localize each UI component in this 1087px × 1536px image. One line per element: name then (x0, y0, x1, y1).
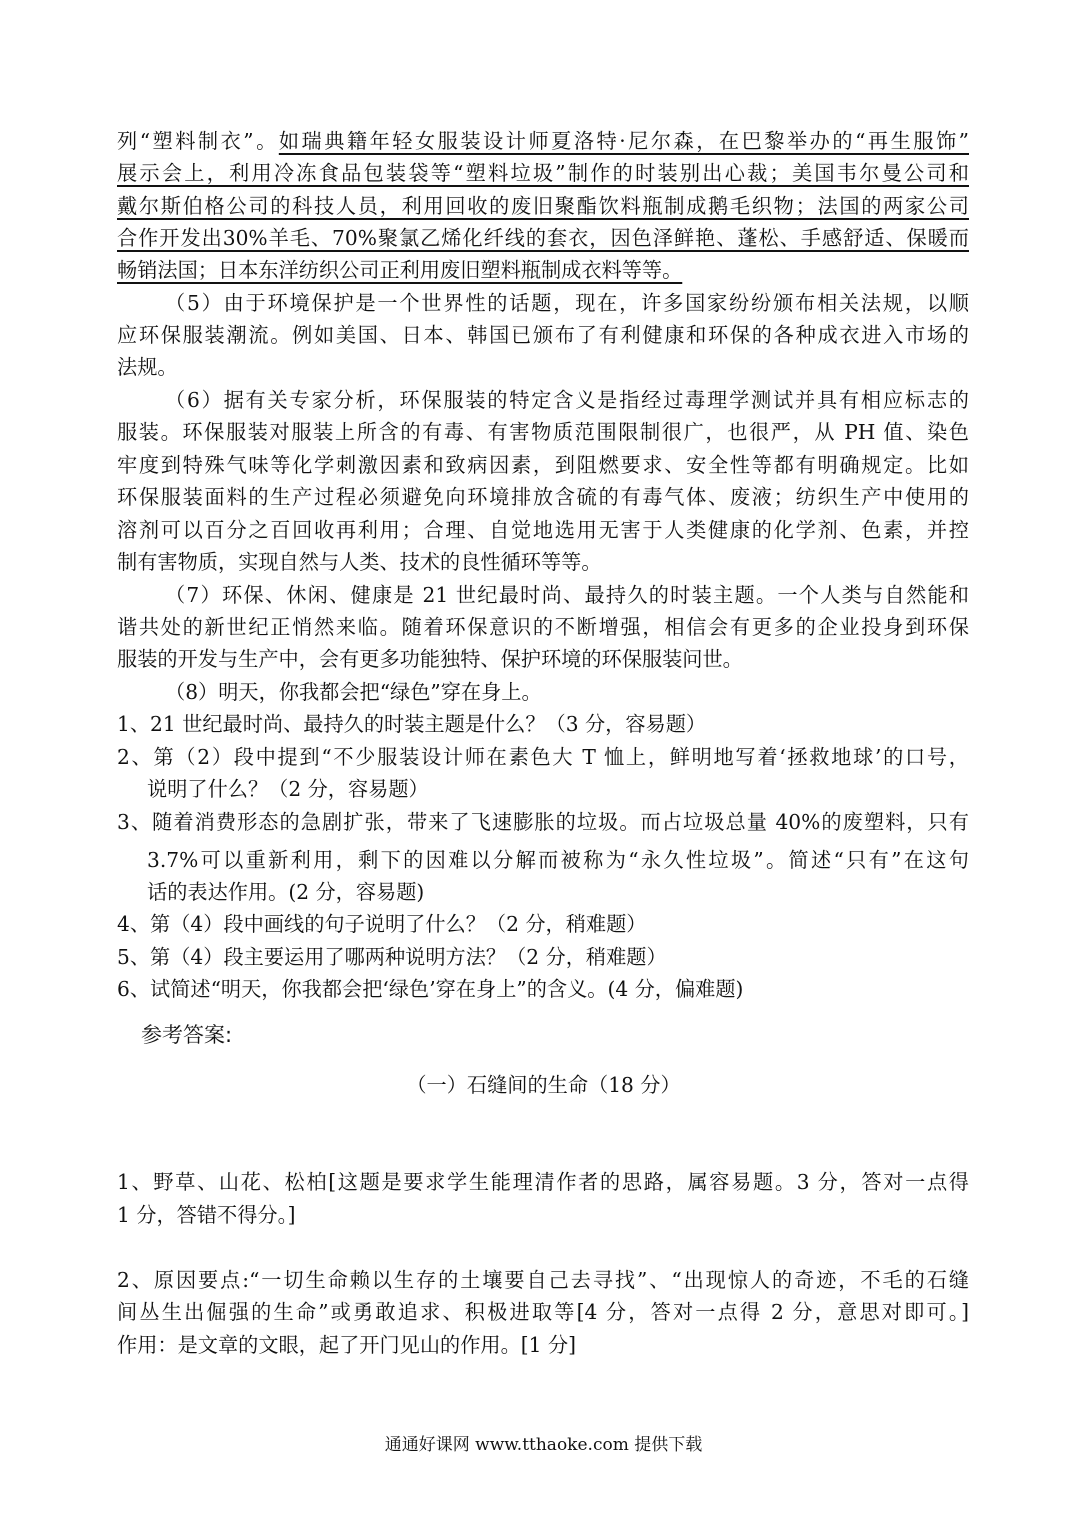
p7-line-3: 服装的开发与生产中，会有更多功能独特、保护环境的环保服装问世。 (117, 647, 743, 671)
answer-1-line-1: 1、野草、山花、松柏[这题是要求学生能理清作者的思路，属容易题。3 分，答对一点得 (117, 1170, 969, 1194)
question-3-text: 3、随着消费形态的急剧扩张，带来了飞速膨胀的垃圾。而占垃圾总量 40%的废塑料， (117, 810, 928, 834)
question-5: 5、第（4）段主要运用了哪两种说明方法？（2 分，稍难题） (117, 945, 667, 969)
p5-line-3: 法规。 (117, 355, 178, 379)
p6-line-2: 服装。环保服装对服装上所含的有毒、有害物质范围限制很广，也很严，从 PH 值、染色 (117, 420, 969, 444)
p6-line-5: 溶剂可以百分之百回收再利用；合理、自觉地选用无害于人类健康的化学剂、色素，并控 (117, 518, 969, 542)
p4-line-1-lead: 列“塑料制衣”。 (117, 129, 279, 153)
page-footer: 通通好课网 www.tthaoke.com 提供下载 (384, 1435, 703, 1455)
p7-line-2: 谐共处的新世纪正悄然来临。随着环保意识的不断增强，相信会有更多的企业投身到环保 (117, 615, 969, 639)
question-3-line-2: 3.7%可以重新利用，剩下的因难以分解而被称为“永久性垃圾”。简述“只有”在这句 (147, 848, 969, 872)
question-3-line-1 (117, 805, 969, 839)
answer-2-line-1: 2、原因要点:“一切生命赖以生存的土壤要自己去寻找”、“出现惊人的奇迹，不毛的石缝 (117, 1268, 969, 1292)
p5-line-2: 应环保服装潮流。例如美国、日本、韩国已颁布了有利健康和环保的各种成衣进入市场的 (117, 323, 969, 347)
emphasis-dot-char-2: 有 (948, 810, 969, 834)
p4-underlined-start: 如瑞典籍年轻女服装设计师夏洛特·尼尔森，在巴黎举办的“再生服饰” (278, 129, 969, 153)
p4-line-3: 戴尔斯伯格公司的科技人员，利用回收的废旧聚酯饮料瓶制成鹅毛织物；法国的两家公司 (117, 194, 969, 218)
question-1: 1、21 世纪最时尚、最持久的时装主题是什么？（3 分，容易题） (117, 712, 707, 736)
p4-line-1 (117, 124, 969, 158)
p4-line-2: 展示会上，利用冷冻食品包装袋等“塑料垃圾”制作的时装别出心裁；美国韦尔曼公司和 (117, 161, 969, 185)
p4-underlined-end: 畅销法国；日本东洋纺织公司正利用废旧塑料瓶制成衣料等等。 (117, 258, 683, 282)
answers-section-title: （一）石缝间的生命（18 分） (406, 1073, 681, 1097)
p4-line-5 (117, 253, 969, 287)
answer-1-line-2: 1 分，答错不得分。] (117, 1203, 296, 1227)
question-4: 4、第（4）段中画线的句子说明了什么？（2 分，稍难题） (117, 912, 647, 936)
answer-2-line-2: 间丛生出倔强的生命”或勇敢追求、积极进取等[4 分，答对一点得 2 分，意思对即可。] (117, 1300, 969, 1324)
question-3-line-3: 话的表达作用。(2 分，容易题) (147, 880, 425, 904)
p5-line-1: （5）由于环境保护是一个世界性的话题，现在，许多国家纷纷颁布相关法规，以顺 (165, 291, 969, 315)
p7-line-1: （7）环保、休闲、健康是 21 世纪最时尚、最持久的时装主题。一个人类与自然能和 (165, 583, 969, 607)
question-2-line-1: 2、第（2）段中提到“不少服装设计师在素色大 T 恤上，鲜明地写着‘拯救地球’的口号， (117, 745, 969, 769)
p6-line-4: 环保服装面料的生产过程必须避免向环境排放含硫的有毒气体、废液；纺织生产中使用的 (117, 485, 969, 509)
p4-line-4: 合作开发出30%羊毛、70%聚氯乙烯化纤线的套衣，因色泽鲜艳、蓬松、手感舒适、保暖而 (117, 226, 969, 250)
question-2-line-2: 说明了什么？（2 分，容易题） (147, 777, 429, 801)
emphasis-dot-char-1: 只 (927, 810, 949, 834)
p6-line-6: 制有害物质，实现自然与人类、技术的良性循环等等。 (117, 550, 602, 574)
p6-line-3: 牢度到特殊气味等化学刺激因素和致病因素，到阻燃要求、安全性等都有明确规定。比如 (117, 453, 969, 477)
answer-2-line-3: 作用：是文章的文眼，起了开门见山的作用。[1 分] (117, 1333, 576, 1357)
question-6: 6、试简述“明天，你我都会把‘绿色’穿在身上”的含义。(4 分，偏难题) (117, 977, 744, 1001)
answers-heading: 参考答案: (141, 1023, 233, 1047)
p8-line: （8）明天，你我都会把“绿色”穿在身上。 (165, 680, 542, 704)
p6-line-1: （6）据有关专家分析，环保服装的特定含义是指经过毒理学测试并具有相应标志的 (165, 388, 969, 412)
